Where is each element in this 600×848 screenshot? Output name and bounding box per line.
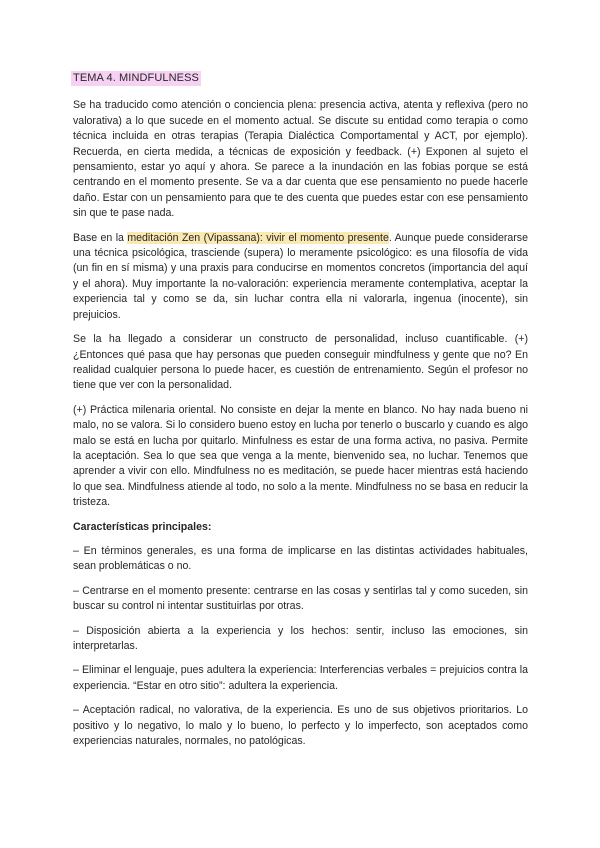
paragraph-definition: Se ha traducido como atención o conciencia plena: presencia activa, atenta y reflexiva (pero no valorativa) a lo que sucede en el momento actual. Se discute su entidad como terapia o como técnica incluida en otras terapias (Terapia Dialéctica Comportamental y ACT, por ejemplo). Recuerda, en cierta medida, a técnicas de exposición y feedback. (+) Exponen al sujeto el pensamiento, estar yo aquí y ahora. Se parece a la inundación en las fobias porque se está centrando en el momento presente. Se va a dar cuenta que ese pensamiento no puede hacerle daño. Estar con un pensamiento para que te des cuenta que puedes estar con ese pensamiento sin que te pase nada. (73, 99, 528, 220)
paragraph-zen-post: . Aunque puede considerarse una técnica psicológica, trasciende (supera) lo meramente psicológico: es una filosofía de vida (un fin en sí misma) y una praxis para conducirse en momentos concretos (importancia del aquí y el ahora). Muy importante la no-valoración: experiencia meramente contemplativa, aceptar la experiencia tal y como se da, sin luchar contra ella ni valorarla, ingenua (inocente), sin prejuicios. (73, 231, 528, 321)
list-item: – En términos generales, es una forma de implicarse en las distintas actividades habituales, sean problemáticas o no. (73, 544, 528, 573)
section-heading: Características principales: (73, 520, 212, 533)
list-item: – Eliminar el lenguaje, pues adultera la experiencia: Interferencias verbales = prejuicios contra la experiencia. “Estar en otro sitio”: adultera la experiencia. (73, 664, 528, 692)
page-title: TEMA 4. MINDFULNESS (73, 72, 199, 84)
paragraph-zen-pre: Base en la (73, 231, 128, 244)
list-item: – Centrarse en el momento presente: centrarse en las cosas y sentirlas tal y como suceden, sin buscar su control ni intentar sustituirlas por otras. (73, 584, 528, 613)
paragraph-zen-basis (73, 231, 528, 323)
list-item: – Aceptación radical, no valorativa, de la experiencia. Es uno de sus objetivos prioritarios. Lo positivo y lo negativo, lo malo y lo bueno, lo perfecto y lo imperfecto, son aceptados como experiencias naturales, normales, no patológicas. (73, 704, 528, 748)
title-line (73, 71, 528, 86)
paragraph-practice: (+) Práctica milenaria oriental. No consiste en dejar la mente en blanco. No hay nada bueno ni malo, no se valora. Si lo considero bueno estoy en lucha por tenerlo o buscarlo y cuando es algo malo se está en lucha por quitarlo. Minfulness es estar de una forma activa, no pasiva. Permite la aceptación. Sea lo que sea que venga a la mente, bienvenido sea, no luchar. Tenemos que aprender a vivir con ello. Mindfulness no es meditación, se puede hacer mientras está haciendo lo que sea. Mindfulness atiende al todo, no solo a la mente. Mindfulness no se basa en reducir la tristeza. (73, 403, 528, 509)
highlighted-text: meditación Zen (Vipassana): vivir el momento presente (127, 231, 389, 244)
document-body (73, 71, 528, 749)
list-item: – Disposición abierta a la experiencia y los hechos: sentir, incluso las emociones, sin interpretarlas. (73, 624, 528, 652)
paragraph-personality: Se la ha llegado a considerar un constructo de personalidad, incluso cuantificable. (+) ¿Entonces qué pasa que hay personas que pueden conseguir mindfulness y gente que no? En realidad cualquier persona lo puede hacer, es cuestión de entrenamiento. Según el profesor no tiene que ver con la personalidad. (73, 333, 528, 392)
